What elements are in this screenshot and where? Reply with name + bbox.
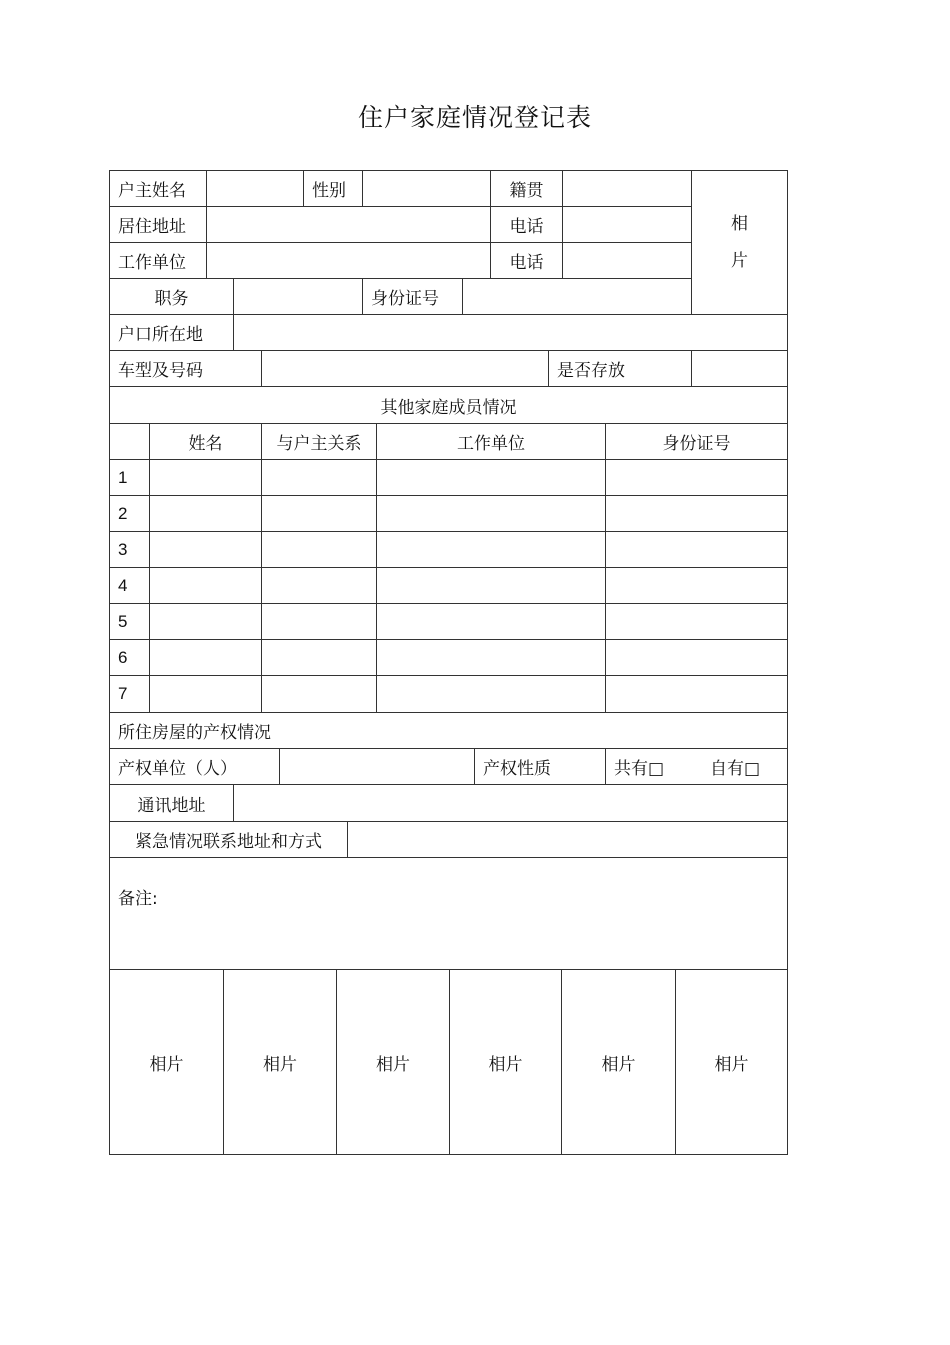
hukou-field[interactable] — [233, 314, 788, 351]
member-id-cell[interactable] — [605, 495, 788, 532]
storage-field[interactable] — [691, 350, 788, 387]
id-number-label: 身份证号 — [362, 278, 463, 315]
storage-label: 是否存放 — [548, 350, 692, 387]
member-id-cell[interactable] — [605, 603, 788, 640]
member-id-cell[interactable] — [605, 459, 788, 496]
work-unit-label: 工作单位 — [109, 242, 207, 279]
member-name-cell[interactable] — [149, 639, 262, 676]
native-place-field[interactable] — [562, 170, 692, 207]
photo-label-char-2: 片 — [731, 250, 748, 271]
phone-label-2: 电话 — [490, 242, 563, 279]
member-row-number: 2 — [109, 495, 150, 532]
mailing-address-label: 通讯地址 — [109, 784, 234, 822]
member-row-number: 5 — [109, 603, 150, 640]
member-relation-cell[interactable] — [261, 459, 377, 496]
page-title: 住户家庭情况登记表 — [357, 103, 592, 132]
photo-cell-5[interactable]: 相片 — [561, 969, 676, 1155]
address-label: 居住地址 — [109, 206, 207, 243]
member-row-number: 6 — [109, 639, 150, 676]
emergency-contact-label: 紧急情况联系地址和方式 — [109, 821, 348, 858]
property-section-title: 所住房屋的产权情况 — [109, 712, 788, 749]
member-relation-cell[interactable] — [261, 531, 377, 568]
property-nature-label: 产权性质 — [474, 748, 606, 785]
members-header-index — [109, 423, 150, 460]
member-relation-cell[interactable] — [261, 675, 377, 713]
member-work-unit-cell[interactable] — [376, 567, 606, 604]
photo-label-char-1: 相 — [731, 213, 748, 234]
member-work-unit-cell[interactable] — [376, 495, 606, 532]
member-row-number: 7 — [109, 675, 150, 713]
members-header-work-unit: 工作单位 — [376, 423, 606, 460]
id-number-field[interactable] — [462, 278, 692, 315]
members-section-title: 其他家庭成员情况 — [109, 386, 788, 424]
owned-checkbox[interactable]: 自有□ — [710, 759, 761, 779]
owner-photo-cell[interactable] — [691, 170, 788, 315]
photo-cell-2[interactable]: 相片 — [223, 969, 337, 1155]
phone-field-1[interactable] — [562, 206, 692, 243]
photo-cell-1[interactable]: 相片 — [109, 969, 224, 1155]
gender-field[interactable] — [362, 170, 491, 207]
member-row-number: 4 — [109, 567, 150, 604]
owner-name-field[interactable] — [206, 170, 304, 207]
address-field[interactable] — [206, 206, 491, 243]
photo-cell-3[interactable]: 相片 — [336, 969, 450, 1155]
member-relation-cell[interactable] — [261, 567, 377, 604]
member-work-unit-cell[interactable] — [376, 459, 606, 496]
members-header-relation: 与户主关系 — [261, 423, 377, 460]
photo-cell-6[interactable]: 相片 — [675, 969, 788, 1155]
work-unit-field[interactable] — [206, 242, 491, 279]
member-work-unit-cell[interactable] — [376, 603, 606, 640]
owner-name-label: 户主姓名 — [109, 170, 207, 207]
member-name-cell[interactable] — [149, 495, 262, 532]
property-unit-field[interactable] — [279, 748, 475, 785]
member-id-cell[interactable] — [605, 675, 788, 713]
member-name-cell[interactable] — [149, 675, 262, 713]
member-id-cell[interactable] — [605, 567, 788, 604]
member-row-number: 3 — [109, 531, 150, 568]
emergency-contact-field[interactable] — [347, 821, 788, 858]
photo-cell-4[interactable]: 相片 — [449, 969, 562, 1155]
member-name-cell[interactable] — [149, 603, 262, 640]
native-place-label: 籍贯 — [490, 170, 563, 207]
vehicle-field[interactable] — [261, 350, 549, 387]
position-field[interactable] — [233, 278, 363, 315]
position-label: 职务 — [109, 278, 234, 315]
member-work-unit-cell[interactable] — [376, 639, 606, 676]
members-header-name: 姓名 — [149, 423, 262, 460]
member-id-cell[interactable] — [605, 531, 788, 568]
shared-checkbox[interactable]: 共有□ — [614, 759, 665, 779]
member-name-cell[interactable] — [149, 531, 262, 568]
member-relation-cell[interactable] — [261, 639, 377, 676]
phone-field-2[interactable] — [562, 242, 692, 279]
member-relation-cell[interactable] — [261, 495, 377, 532]
property-nature-options — [605, 748, 788, 785]
member-row-number: 1 — [109, 459, 150, 496]
vehicle-label: 车型及号码 — [109, 350, 262, 387]
property-unit-label: 产权单位（人） — [109, 748, 280, 785]
members-header-id-number: 身份证号 — [605, 423, 788, 460]
member-name-cell[interactable] — [149, 459, 262, 496]
member-relation-cell[interactable] — [261, 603, 377, 640]
member-work-unit-cell[interactable] — [376, 675, 606, 713]
hukou-label: 户口所在地 — [109, 314, 234, 351]
mailing-address-field[interactable] — [233, 784, 788, 822]
gender-label: 性别 — [303, 170, 363, 207]
remarks-cell[interactable] — [109, 857, 788, 970]
member-name-cell[interactable] — [149, 567, 262, 604]
phone-label-1: 电话 — [490, 206, 563, 243]
remarks-label: 备注: — [118, 889, 158, 909]
member-work-unit-cell[interactable] — [376, 531, 606, 568]
member-id-cell[interactable] — [605, 639, 788, 676]
